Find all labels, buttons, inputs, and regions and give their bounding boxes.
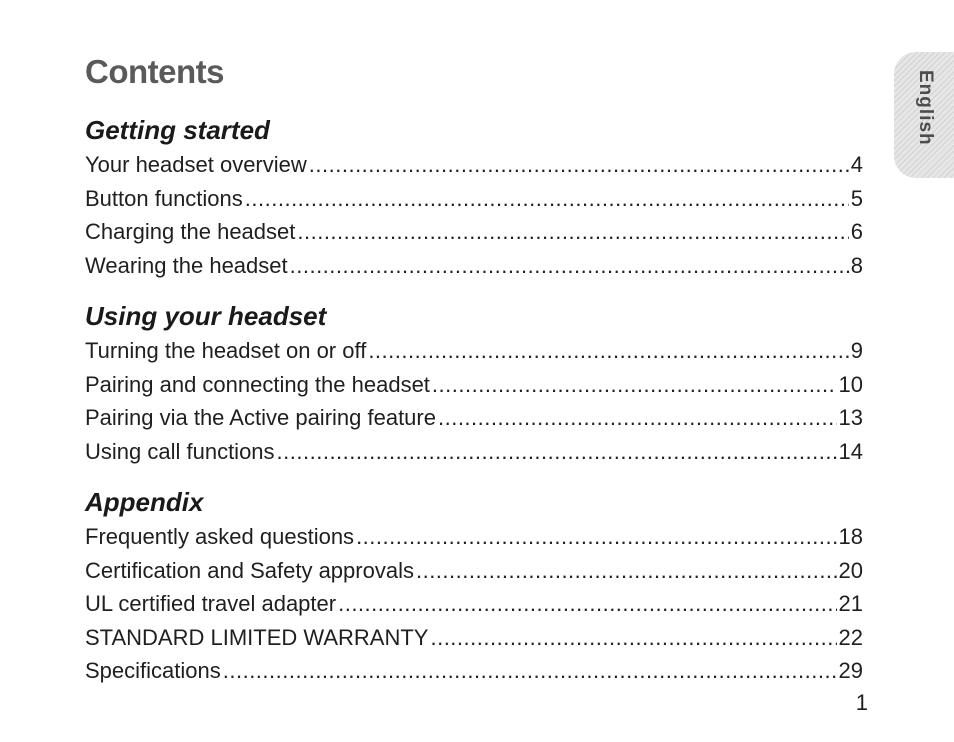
dot-leader (368, 334, 848, 368)
dot-leader (356, 520, 836, 554)
section-appendix (85, 484, 863, 688)
dot-leader (245, 182, 849, 216)
toc-entry-title: Wearing the headset (85, 252, 288, 278)
toc-entry-title: Your headset overview (85, 152, 307, 177)
toc-entry[interactable] (85, 554, 863, 588)
toc-entry-page: 18 (838, 524, 863, 549)
dot-leader (223, 654, 837, 688)
toc-entry-title: Certification and Safety approvals (85, 557, 414, 583)
toc-entry[interactable] (85, 621, 863, 655)
toc-entry-title: Turning the headset on or off (85, 338, 367, 363)
page-title: Contents (85, 53, 224, 90)
toc-entry-page: 5 (850, 185, 863, 211)
toc-entry-title: Pairing and connecting the headset (85, 371, 430, 397)
toc-entry-title: STANDARD LIMITED WARRANTY (85, 624, 429, 650)
toc-entry-title: Pairing via the Active pairing feature (85, 405, 436, 430)
toc-entry-title: UL certified travel adapter (85, 591, 337, 616)
toc-entry-title: Button functions (85, 185, 243, 211)
dot-leader (430, 621, 836, 655)
toc-entry-title: Using call functions (85, 438, 275, 464)
language-tab-label: English (915, 70, 936, 146)
section-heading: Appendix (85, 487, 204, 517)
toc-entry-title: Frequently asked questions (85, 524, 355, 549)
toc-entry-page: 10 (838, 371, 863, 397)
toc-entry-page: 13 (838, 405, 863, 430)
toc-entry-page: 21 (838, 591, 863, 616)
toc-entry[interactable] (85, 401, 863, 435)
section-getting-started (85, 112, 863, 282)
toc-entry-page: 9 (850, 338, 863, 363)
dot-leader (290, 249, 849, 283)
section-using-your-headset (85, 298, 863, 468)
toc-entry[interactable] (85, 148, 863, 182)
toc-entry[interactable] (85, 182, 863, 216)
toc-entry-page: 8 (850, 252, 863, 278)
dot-leader (277, 435, 837, 469)
toc-entry[interactable] (85, 587, 863, 621)
toc-entry-page: 20 (838, 557, 863, 583)
toc-entry[interactable] (85, 654, 863, 688)
page-number: 1 (855, 690, 868, 715)
dot-leader (432, 368, 837, 402)
toc-entry[interactable] (85, 249, 863, 283)
toc-entry[interactable] (85, 334, 863, 368)
dot-leader (297, 215, 848, 249)
dot-leader (309, 148, 849, 182)
table-of-contents (85, 112, 863, 688)
toc-entry[interactable] (85, 520, 863, 554)
section-heading: Using your headset (85, 301, 327, 331)
toc-entry[interactable] (85, 435, 863, 469)
toc-entry-page: 4 (850, 152, 863, 177)
toc-entry-title: Specifications (85, 658, 221, 683)
dot-leader (338, 587, 836, 621)
toc-entry[interactable] (85, 215, 863, 249)
toc-entry[interactable] (85, 368, 863, 402)
toc-entry-page: 14 (838, 438, 863, 464)
dot-leader (438, 401, 837, 435)
toc-entry-page: 29 (838, 658, 863, 683)
toc-entry-page: 22 (838, 624, 863, 650)
dot-leader (416, 554, 837, 588)
section-heading: Getting started (85, 115, 270, 145)
toc-entry-title: Charging the headset (85, 219, 296, 244)
toc-entry-page: 6 (850, 219, 863, 244)
